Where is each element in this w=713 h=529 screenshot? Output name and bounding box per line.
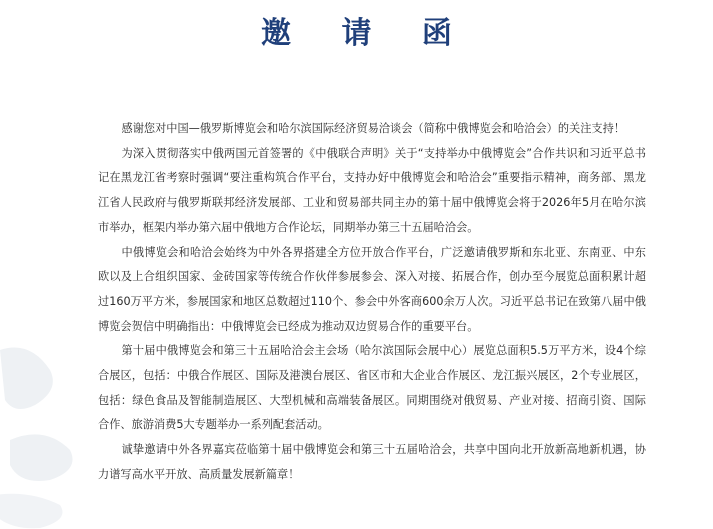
page-title: 邀 请 函 [261,16,472,51]
paragraph-thanks: 感谢您对中国—俄罗斯博览会和哈尔滨国际经济贸易洽谈会（简称中俄博览会和哈洽会）的关注支持！ [121,122,625,135]
paragraph-exhibition: 第十届中俄博览会和第三十五届哈洽会主会场（哈尔滨国际会展中心）展览总面积5.5万平方米，设4个综合展区，包括：中俄合作展区、国际及港澳台展区、省区市和大企业合作展区、龙江振兴展区，2个专业展区，包括：绿色食品及智能制造展区、大型机械和高端装备展区。同期围绕对俄贸易、产业对接、招商引资、国际合作、旅游消费5大专题举办一系列配套活动。 [98,344,646,432]
paragraph-invitation: 诚挚邀请中外各界嘉宾莅临第十届中俄博览会和第三十五届哈洽会，共享中国向北开放新高地新机遇，协力谱写高水平开放、高质量发展新篇章！ [98,443,646,481]
paragraph-history: 中俄博览会和哈洽会始终为中外各界搭建全方位开放合作平台，广泛邀请俄罗斯和东北亚、东南亚、中东欧以及上合组织国家、金砖国家等传统合作伙伴参展参会、深入对接、拓展合作，创办至今展览总面积累计超过160万平方米，参展国家和地区总数超过110个、参会中外客商600余万人次。习近平总书记在致第八届中俄博览会贺信中明确指出：中俄博览会已经成为推动双边贸易合作的重要平台。 [98,245,646,333]
letter-body [98,117,646,488]
paragraph-background: 为深入贯彻落实中俄两国元首签署的《中俄联合声明》关于“支持举办中俄博览会”合作共识和习近平总书记在黑龙江省考察时强调“要注重构筑合作平台，支持办好中俄博览会和哈洽会”重要指示精神，商务部、黑龙江省人民政府与俄罗斯联邦经济发展部、工业和贸易部共同主办的第十届中俄博览会将于2026年5月在哈尔滨市举办，框架内举办第六届中俄地方合作论坛，同期举办第三十五届哈洽会。 [98,146,646,234]
watermark-decoration [0,330,110,529]
